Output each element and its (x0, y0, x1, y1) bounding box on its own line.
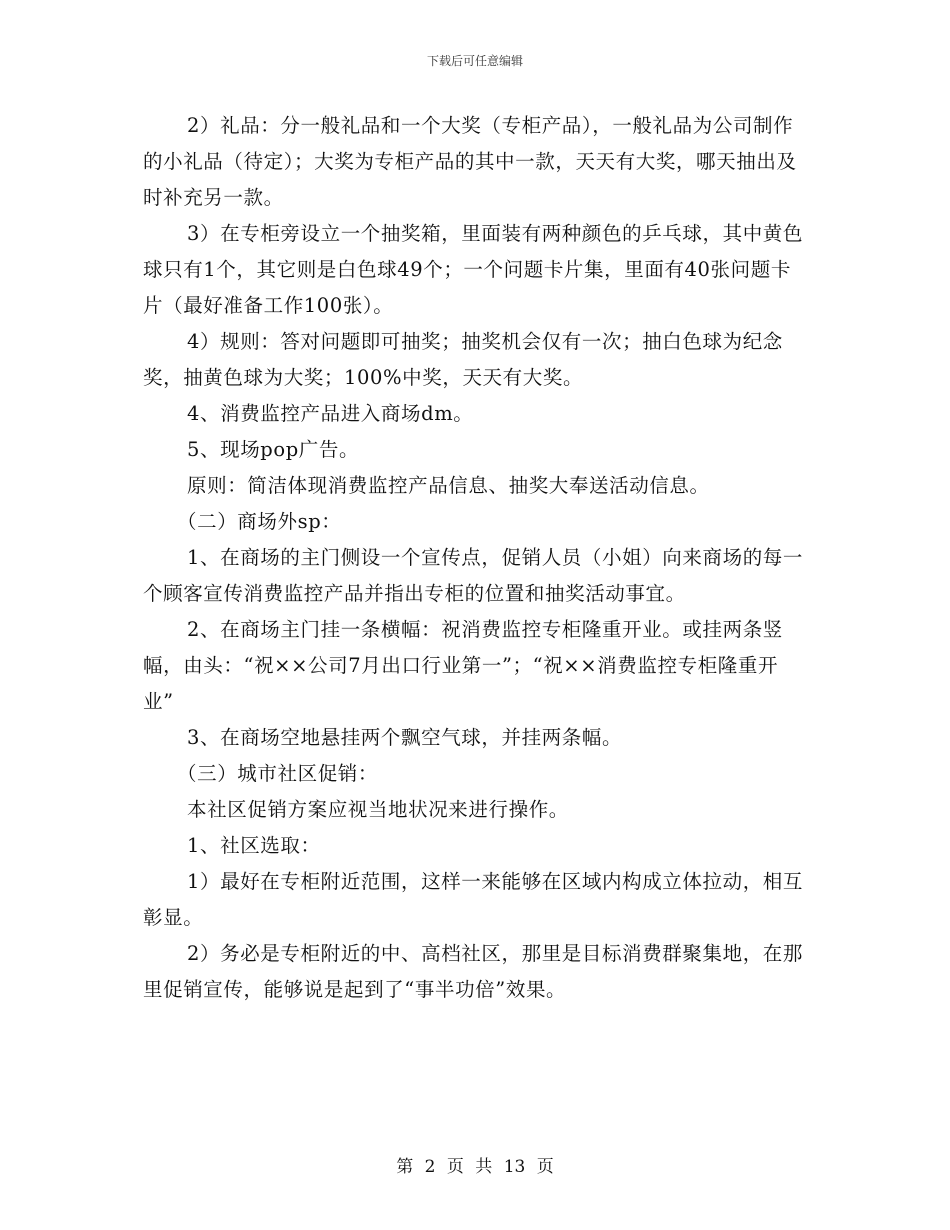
paragraph-promo-point: 1、在商场的主门侧设一个宣传点，促销人员（小姐）向来商场的每一个顾客宣传消费监控产品并指出专柜的位置和抽奖活动事宜。 (143, 546, 804, 605)
paragraph-balloons: 3、在商场空地悬挂两个飘空气球，并挂两条幅。 (187, 726, 623, 749)
paragraph-lottery-box: 3）在专柜旁设立一个抽奖箱，里面装有两种颜色的乒乓球，其中黄色球只有1个，其它则是白色球49个；一个问题卡片集，里面有40张问题卡片（最好准备工作100张）。 (143, 222, 804, 317)
document-body (143, 108, 807, 1008)
paragraph-rules: 4）规则：答对问题即可抽奖；抽奖机会仅有一次；抽白色球为纪念奖，抽黄色球为大奖；100%中奖，天天有大奖。 (143, 330, 783, 389)
paragraph-pop: 5、现场pop广告。 (187, 438, 360, 461)
paragraph-near-counter: 1）最好在专柜附近范围，这样一来能够在区域内构成立体拉动，相互彰显。 (143, 870, 804, 929)
paragraph-community-plan: 本社区促销方案应视当地状况来进行操作。 (187, 798, 569, 821)
page-number-footer: 第 2 页 共 13 页 (396, 1157, 554, 1177)
section-heading-community: （三）城市社区促销： (177, 762, 379, 785)
paragraph-high-end: 2）务必是专柜附近的中、高档社区，那里是目标消费群聚集地，在那里促销宣传，能够说是起到了“事半功倍”效果。 (143, 942, 804, 1001)
section-heading-outside-sp: （二）商场外sp： (177, 510, 342, 533)
paragraph-dm: 4、消费监控产品进入商场dm。 (187, 402, 474, 425)
page-header: 下载后可任意编辑 (426, 54, 523, 68)
paragraph-principle: 原则：简洁体现消费监控产品信息、抽奖大奉送活动信息。 (187, 474, 710, 497)
paragraph-community-select: 1、社区选取： (187, 834, 321, 857)
paragraph-banner: 2、在商场主门挂一条横幅：祝消费监控专柜隆重开业。或挂两条竖幅，由头：“祝××公司7月出口行业第一”；“祝××消费监控专柜隆重开业” (143, 618, 783, 713)
paragraph-gift: 2）礼品：分一般礼品和一个大奖（专柜产品），一般礼品为公司制作的小礼品（待定）；大奖为专柜产品的其中一款，天天有大奖，哪天抽出及时补充另一款。 (143, 114, 797, 209)
